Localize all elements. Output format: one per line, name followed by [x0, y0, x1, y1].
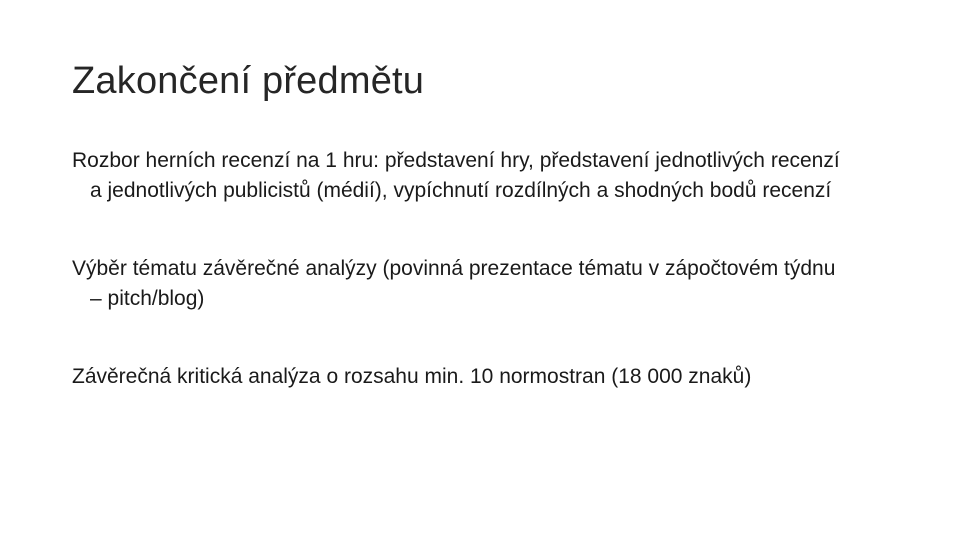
bullet-list — [72, 146, 852, 440]
bullet-item: Výběr tématu závěrečné analýzy (povinná prezentace tématu v zápočtovém týdnu – pitch/blog) — [72, 257, 836, 310]
bullet-item: Závěrečná kritická analýza o rozsahu min. 10 normostran (18 000 znaků) — [72, 365, 752, 388]
slide-title: Zakončení předmětu — [72, 60, 425, 102]
bullet-item: Rozbor herních recenzí na 1 hru: představení hry, představení jednotlivých recenzí a jednotlivých publicistů (médií), vypíchnutí rozdílných a shodných bodů recenzí — [72, 149, 840, 202]
